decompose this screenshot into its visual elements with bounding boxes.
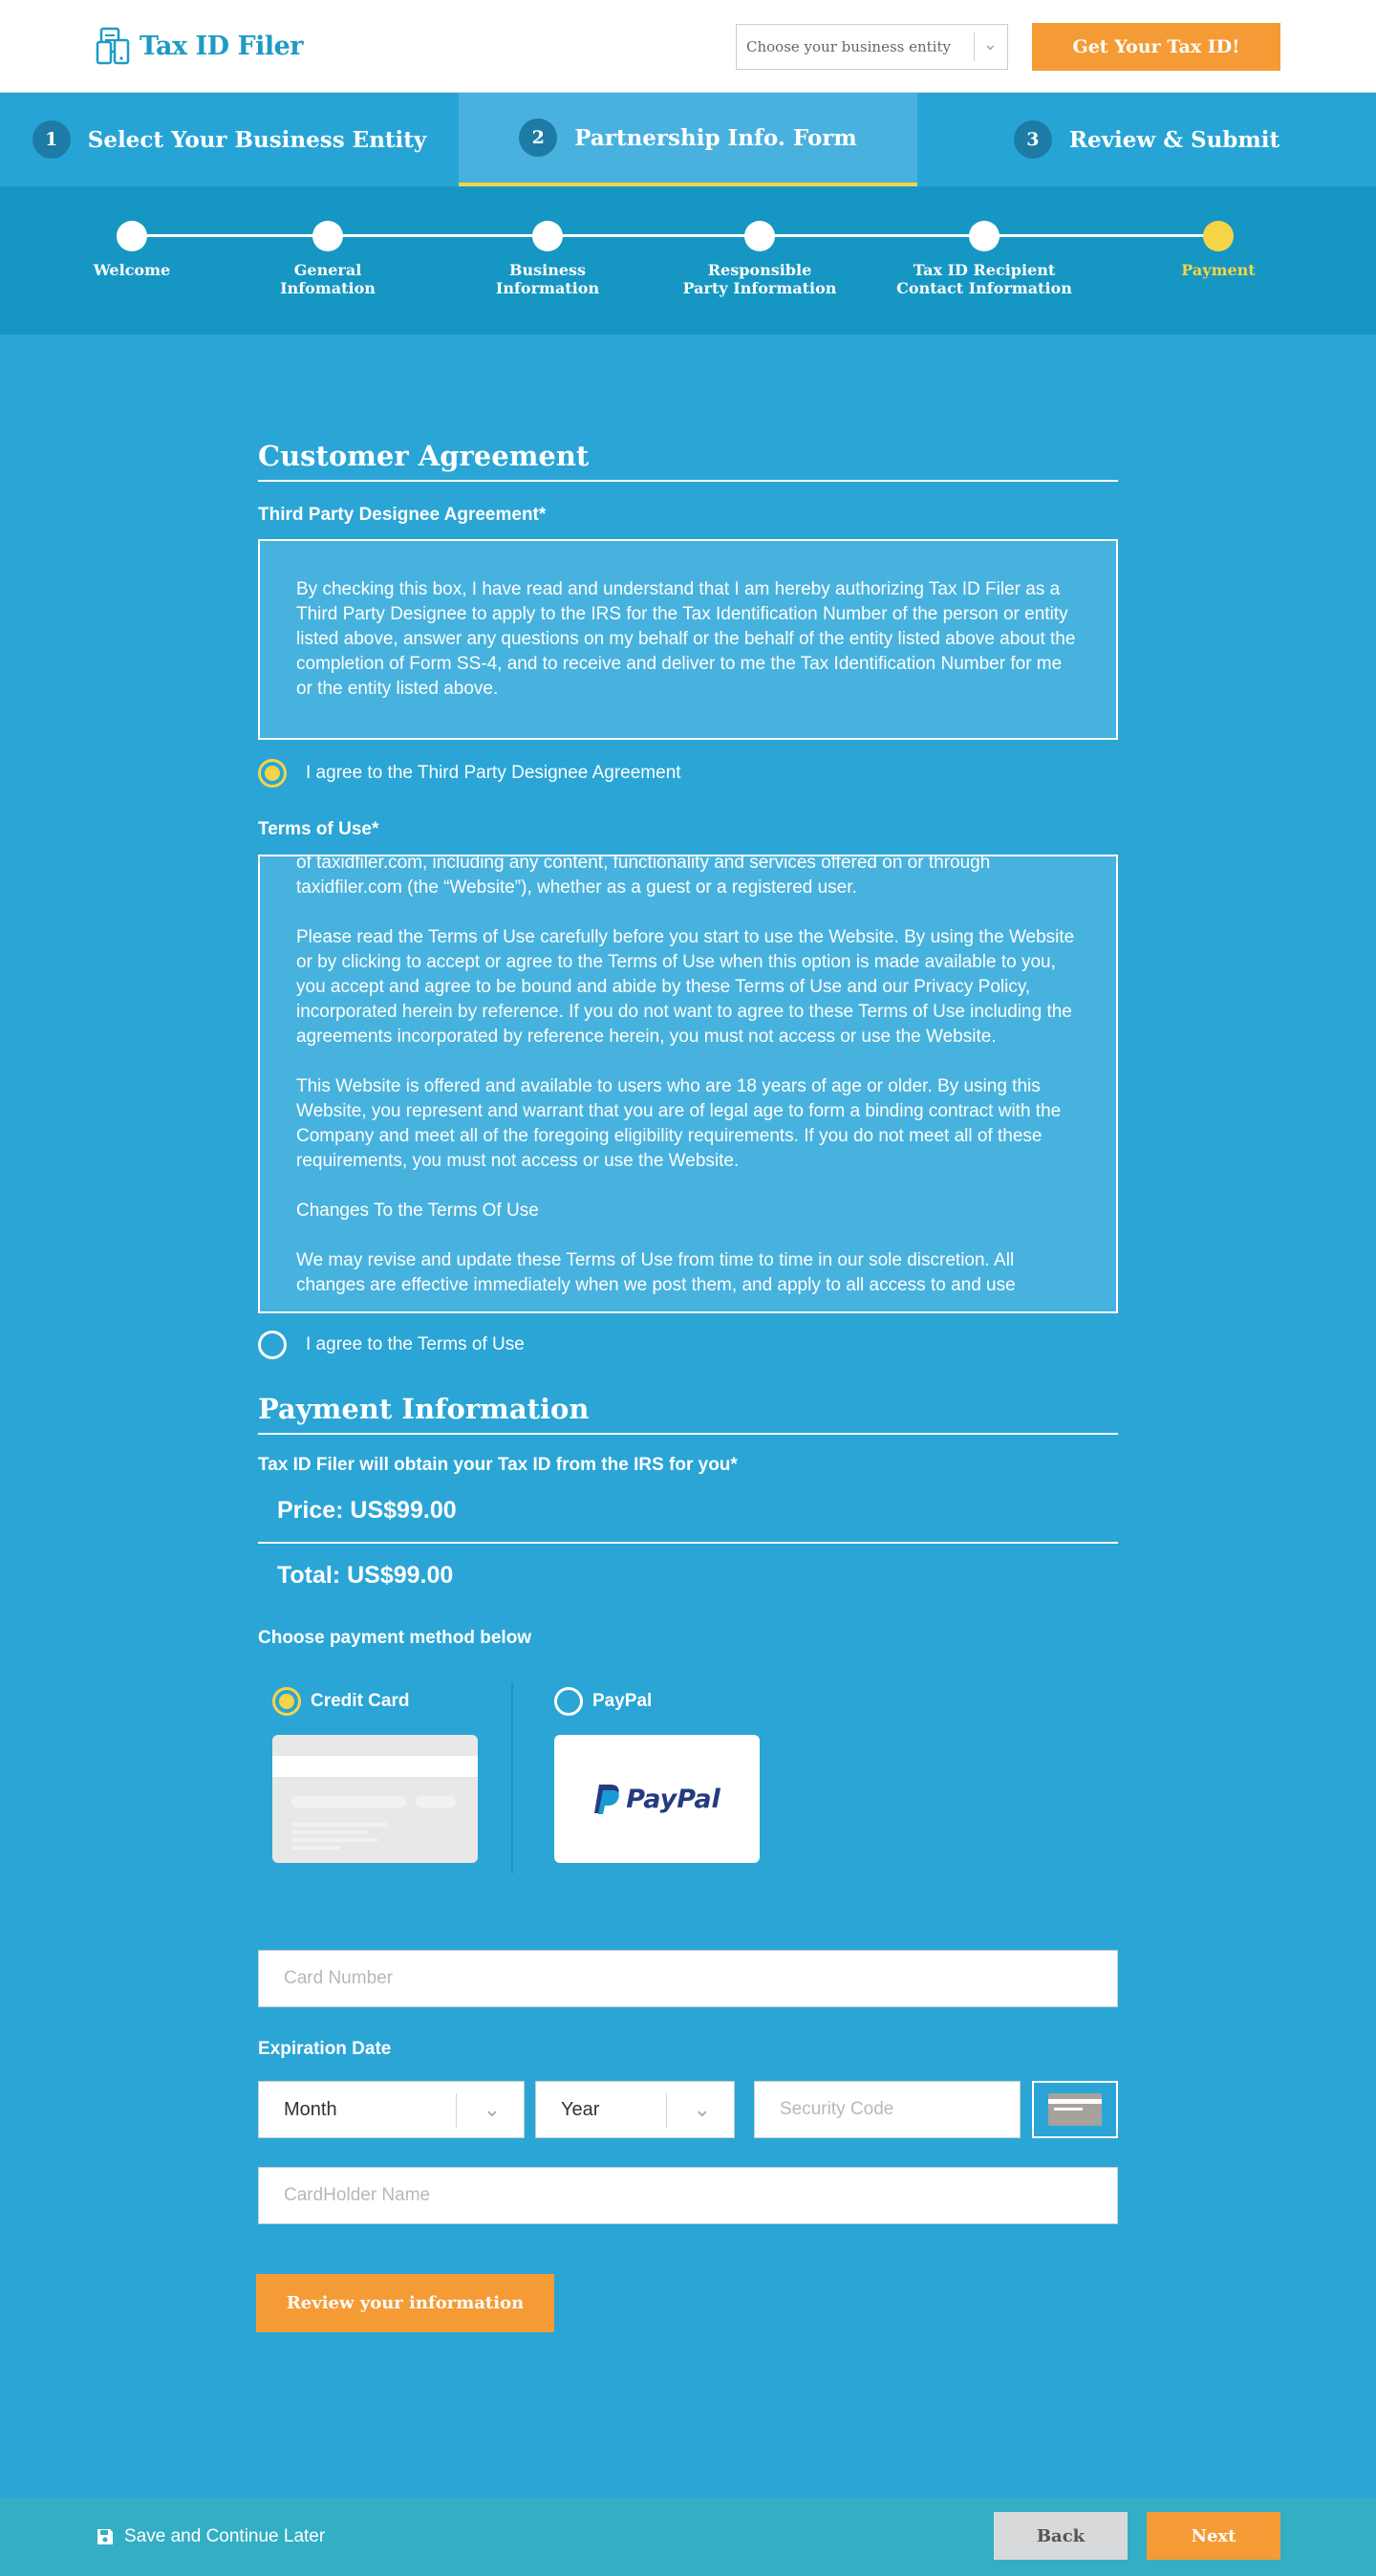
credit-card-radio[interactable] (272, 1687, 301, 1716)
next-button[interactable]: Next (1147, 2512, 1280, 2560)
step-tab-3[interactable] (917, 93, 1376, 186)
footer-bar (0, 2498, 1376, 2576)
paypal-logo-text: PayPal (626, 1784, 720, 1814)
credit-card-option[interactable] (272, 1687, 478, 1863)
expiration-date-label: Expiration Date (258, 2039, 392, 2059)
payment-method-divider (511, 1682, 513, 1873)
document-phone-icon (96, 27, 132, 65)
terms-agree-label: I agree to the Terms of Use (306, 1334, 525, 1354)
step-tab-2[interactable] (459, 93, 917, 186)
payment-method-label: Choose payment method below (258, 1628, 532, 1648)
year-value: Year (561, 2098, 600, 2120)
price-text: Price: US$99.00 (277, 1497, 457, 1524)
designee-agree-option[interactable] (258, 759, 681, 788)
progress-label: Business Information (495, 261, 600, 297)
progress-label: Responsible Party Information (682, 261, 837, 297)
progress-dot-recipient[interactable] (969, 221, 1000, 251)
credit-card-label: Credit Card (311, 1691, 410, 1711)
expiration-year-select[interactable] (535, 2081, 735, 2138)
logo[interactable] (96, 27, 303, 65)
select-divider (456, 2093, 457, 2128)
step-tabs (0, 93, 1376, 186)
total-text: Total: US$99.00 (277, 1562, 454, 1589)
paypal-logo-box[interactable] (554, 1735, 760, 1863)
get-tax-id-button[interactable]: Get Your Tax ID! (1032, 23, 1280, 71)
price-divider (258, 1542, 1118, 1544)
step-label: Select Your Business Entity (87, 126, 427, 153)
card-back-icon (1048, 2093, 1102, 2126)
progress-dot-business[interactable] (532, 221, 563, 251)
terms-paragraph: of taxidfiler.com, including any content, functionality and services offered on or through taxidfiler.com (the “Website”), whether as a guest or a registered user. (296, 855, 991, 898)
card-line (291, 1838, 377, 1842)
progress-label: Tax ID Recipient Contact Information (896, 261, 1072, 297)
chevron-down-icon: ⌄ (693, 2097, 711, 2121)
step-number: 3 (1014, 120, 1052, 159)
credit-card-radio-row (272, 1687, 478, 1716)
terms-agree-radio[interactable] (258, 1331, 287, 1359)
paypal-p-icon (593, 1783, 622, 1815)
terms-paragraph: We may revise and update these Terms of Use from time to time in our sole discretion. All changes are effective immediately when we post them, and apply to all access to and use (296, 1250, 1016, 1295)
progress-label-current: Payment (1181, 261, 1256, 279)
review-information-button[interactable]: Review your information (256, 2274, 554, 2332)
business-entity-select[interactable] (736, 24, 1008, 70)
progress-dot-payment[interactable] (1203, 221, 1234, 251)
terms-paragraph: This Website is offered and available to users who are 18 years of age or older. By using this Website, you represent and warrant that you are of legal age to form a binding contract with the Company and meet all of the foregoing eligibility requirements. If you do not meet all of these requirements, you must not access or use the Website. (296, 1076, 1062, 1171)
step-number: 1 (32, 120, 71, 159)
expiration-month-select[interactable] (258, 2081, 525, 2138)
terms-agree-option[interactable] (258, 1331, 525, 1359)
security-code-help[interactable] (1032, 2081, 1118, 2138)
progress-dot-responsible[interactable] (744, 221, 775, 251)
paypal-radio[interactable] (554, 1687, 583, 1716)
security-code-input[interactable]: Security Code (754, 2081, 1021, 2138)
business-entity-select-value: Choose your business entity (746, 38, 951, 55)
select-divider (666, 2093, 667, 2128)
paypal-option[interactable] (554, 1687, 760, 1863)
designee-agreement-text: By checking this box, I have read and understand that I am hereby authorizing Tax ID Filer as a Third Party Designee to apply to the IRS for the Tax Identification Number of the person or entity listed above, answer any questions on my behalf or the behalf of the entity listed above about the completion of Form SS-4, and to receive and deliver to me the Tax Identification Number for me or the entity listed above. (258, 539, 1118, 740)
paypal-radio-row (554, 1687, 760, 1716)
progress-line (132, 234, 1218, 237)
step-number: 2 (519, 119, 557, 157)
paypal-label: PayPal (592, 1691, 653, 1711)
credit-card-icon[interactable] (272, 1735, 478, 1863)
step-tab-1[interactable] (0, 93, 459, 186)
step-label: Review & Submit (1068, 126, 1280, 153)
progress-dot-general[interactable] (312, 221, 343, 251)
card-line (291, 1796, 406, 1808)
card-number-input[interactable]: Card Number (258, 1950, 1118, 2007)
progress-label: Welcome (93, 261, 171, 279)
terms-of-use-scrollbox[interactable] (258, 855, 1118, 1313)
step-label: Partnership Info. Form (574, 124, 857, 151)
chevron-down-icon: ⌄ (982, 34, 998, 54)
terms-label: Terms of Use* (258, 819, 379, 839)
designee-agree-radio[interactable] (258, 759, 287, 788)
logo-text: Tax ID Filer (140, 31, 304, 61)
terms-paragraph: Please read the Terms of Use carefully before you start to use the Website. By using the Website or by clicking to accept or agree to the Terms of Use when this option is made available to you, you accept and agree to be bound and abide by these Terms of Use and our Privacy Policy, incorporated herein by reference. If you do not want to agree to these Terms of Use including the agreements incorporated by reference herein, you must not access or use the Website. (296, 927, 1075, 1047)
progress-tracker (0, 186, 1376, 335)
cardholder-name-input[interactable]: CardHolder Name (258, 2167, 1118, 2224)
payment-information-title: Payment Information (258, 1393, 1118, 1435)
card-line (291, 1823, 387, 1827)
site-header (0, 0, 1376, 93)
card-line (291, 1846, 339, 1850)
month-value: Month (284, 2098, 337, 2120)
designee-agree-label: I agree to the Third Party Designee Agreement (306, 763, 681, 783)
card-line (291, 1830, 368, 1834)
obtain-label: Tax ID Filer will obtain your Tax ID from the IRS for you* (258, 1455, 738, 1475)
back-button[interactable]: Back (994, 2512, 1128, 2560)
save-continue-later-label: Save and Continue Later (124, 2526, 326, 2546)
select-divider (974, 32, 975, 61)
progress-label: General Infomation (280, 261, 376, 297)
chevron-down-icon: ⌄ (483, 2097, 501, 2121)
save-continue-later-link[interactable] (96, 2526, 325, 2547)
progress-dot-welcome[interactable] (117, 221, 147, 251)
card-line (416, 1796, 456, 1808)
terms-heading: Changes To the Terms Of Use (296, 1201, 539, 1221)
customer-agreement-title: Customer Agreement (258, 440, 1118, 482)
card-stripe (272, 1756, 478, 1777)
designee-label: Third Party Designee Agreement* (258, 505, 547, 525)
floppy-disk-icon (96, 2527, 115, 2546)
